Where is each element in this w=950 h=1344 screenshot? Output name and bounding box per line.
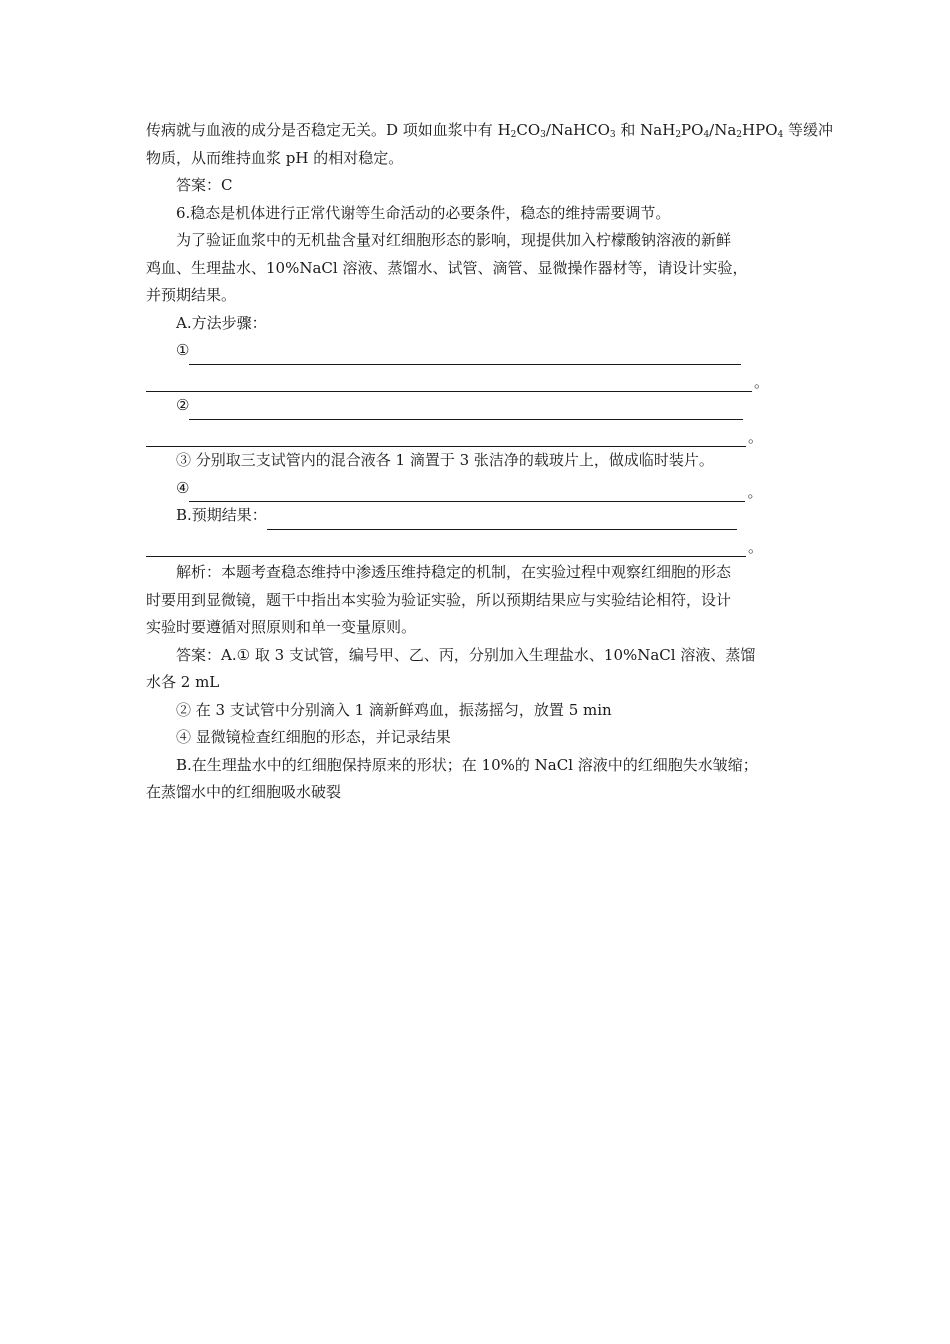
question-body-line-1: 为了验证血浆中的无机盐含量对红细胞形态的影响，现提供加入柠檬酸钠溶液的新鲜	[176, 231, 732, 249]
analysis-line-1: 解析：本题考查稳态维持中渗透压维持稳定的机制，在实验过程中观察红细胞的形态	[176, 563, 732, 581]
section-b-blank-continued[interactable]	[146, 536, 746, 557]
answer-a2: ② 在 3 支试管中分别滴入 1 滴新鲜鸡血，振荡摇匀，放置 5 min	[176, 700, 612, 719]
step-2-blank-continued[interactable]	[146, 426, 746, 447]
step-4-label: ④	[176, 478, 190, 497]
answer-a4: ④ 显微镜检查红细胞的形态，并记录结果	[176, 728, 451, 746]
step-4-blank[interactable]	[189, 481, 745, 502]
answer-a1-line-1: 答案：A.① 取 3 支试管，编号甲、乙、丙，分别加入生理盐水、10%NaCl 溶液、蒸馏	[176, 645, 756, 664]
answer-b-line-1: B.在生理盐水中的红细胞保持原来的形状；在 10%的 NaCl 溶液中的红细胞失水皱缩；	[176, 755, 758, 774]
analysis-line-2: 时要用到显微镜，题干中指出本实验为验证实验，所以预期结果应与实验结论相符，设计	[146, 590, 732, 609]
section-b-heading: B.预期结果：	[176, 506, 267, 524]
section-b-continuation-row	[146, 530, 810, 558]
step-2-blank[interactable]	[189, 399, 743, 420]
step-2-label: ②	[176, 396, 190, 414]
step-1-row	[146, 337, 810, 365]
section-b-period: 。	[748, 538, 764, 556]
intro-line-1: 传病就与血液的成分是否稳定无关。D 项如血浆中有 $H_2CO_3/NaHCO_3$ 和 $NaH_2PO_4/Na_2HPO_4$ 等缓冲	[146, 121, 834, 140]
step-2-continuation-row	[146, 420, 810, 448]
step-1-blank-continued[interactable]	[146, 371, 752, 392]
question-title: 6.稳态是机体进行正常代谢等生命活动的必要条件，稳态的维持需要调节。	[176, 203, 671, 222]
section-b-blank[interactable]	[267, 509, 737, 530]
document-content	[146, 117, 834, 807]
intro-line-2: 物质，从而维持血浆 pH 的相对稳定。	[146, 148, 404, 167]
step-1-period: 。	[754, 373, 770, 391]
section-b-row	[146, 502, 810, 530]
step-1-continuation-row	[146, 365, 810, 393]
question-body-line-3: 并预期结果。	[146, 286, 237, 304]
answer-b-line-2: 在蒸馏水中的红细胞吸水破裂	[146, 783, 342, 801]
step-4-period: 。	[747, 483, 763, 501]
step-4-row	[146, 475, 810, 503]
section-a-heading: A.方法步骤：	[176, 313, 267, 332]
answer-a1-line-2: 水各 2 mL	[146, 673, 220, 691]
intro-answer: 答案：C	[176, 176, 233, 194]
step-2-period: 。	[748, 428, 764, 446]
step-2-row	[146, 392, 810, 420]
question-body-line-2: 鸡血、生理盐水、10%NaCl 溶液、蒸馏水、试管、滴管、显微操作器材等，请设计实验，	[146, 258, 748, 277]
step-1-blank[interactable]	[189, 344, 741, 365]
analysis-line-3: 实验时要遵循对照原则和单一变量原则。	[146, 618, 417, 636]
step-1-label: ①	[176, 341, 190, 359]
step-3: ③ 分别取三支试管内的混合液各 1 滴置于 3 张洁净的载玻片上，做成临时装片。	[176, 451, 714, 469]
